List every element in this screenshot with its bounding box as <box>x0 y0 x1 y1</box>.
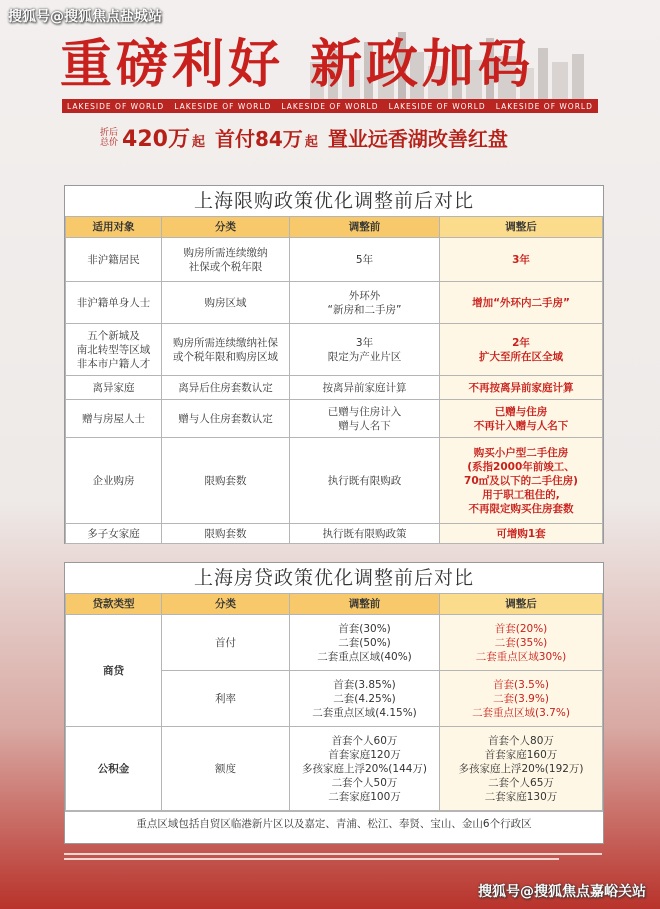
table-cell: 五个新城及 南北转型等区域 非本市户籍人才 <box>66 324 162 376</box>
table-row <box>66 615 603 671</box>
table-cell: 5年 <box>290 238 440 282</box>
table-row <box>66 324 603 376</box>
header-cell: 调整前 <box>290 594 440 615</box>
table-cell: 赠与人住房套数认定 <box>162 400 290 438</box>
table-cell: 购房区域 <box>162 282 290 324</box>
table-cell: 3年 <box>440 238 603 282</box>
headline-part-2: 新政加码 <box>310 35 535 95</box>
table-cell: 3年 限定为产业片区 <box>290 324 440 376</box>
strip-text: LAKESIDE OF WORLD <box>281 101 379 111</box>
table-cell: 按离异前家庭计算 <box>290 376 440 400</box>
watermark-top: 搜狐号@搜狐焦点盐城站 <box>8 9 162 25</box>
mortgage-policy-table <box>65 593 603 811</box>
price-caption-bottom: 总价 <box>100 137 119 148</box>
watermark-bottom: 搜狐号@搜狐焦点嘉峪关站 <box>478 884 646 900</box>
table-cell: 可增购1套 <box>440 524 603 544</box>
table-row <box>66 727 603 811</box>
purchase-policy-title: 上海限购政策优化调整前后对比 <box>193 190 474 212</box>
table-cell: 离异后住房套数认定 <box>162 376 290 400</box>
table-cell: 首套个人60万 首套家庭120万 多孩家庭上浮20%(144万) 二套个人50万 二套家庭100万 <box>290 727 440 811</box>
header-cell: 调整前 <box>290 217 440 238</box>
table-cell: 首套(3.5%) 二套(3.9%) 二套重点区域(3.7%) <box>440 671 603 727</box>
table-cell: 2年 扩大至所在区全域 <box>440 324 603 376</box>
table-cell: 非沪籍单身人士 <box>66 282 162 324</box>
table-row <box>66 238 603 282</box>
table-row <box>66 438 603 524</box>
table-cell: 离异家庭 <box>66 376 162 400</box>
fine-print <box>64 850 602 870</box>
table-cell: 多子女家庭 <box>66 524 162 544</box>
table-cell: 已赠与住房 不再计入赠与人名下 <box>440 400 603 438</box>
table-cell: 首套个人80万 首套家庭160万 多孩家庭上浮20%(192万) 二套个人65万 二套家庭130万 <box>440 727 603 811</box>
price-caption <box>100 128 118 148</box>
header-cell: 分类 <box>162 217 290 238</box>
purchase-policy-panel <box>64 185 604 544</box>
strip-text: LAKESIDE OF WORLD <box>388 101 486 111</box>
total-price: 420万 <box>122 127 190 152</box>
header-cell: 调整后 <box>440 594 603 615</box>
table-cell: 首套(3.85%) 二套(4.25%) 二套重点区域(4.15%) <box>290 671 440 727</box>
table-row <box>66 282 603 324</box>
table-cell: 购房所需连续缴纳社保 或个税年限和购房区域 <box>162 324 290 376</box>
loan-type-cell: 公积金 <box>66 727 162 811</box>
table-cell: 赠与房屋人士 <box>66 400 162 438</box>
table-cell: 企业购房 <box>66 438 162 524</box>
down-suffix: 起 <box>304 135 318 150</box>
down-payment: 首付84万 <box>214 127 303 151</box>
table-row <box>66 524 603 544</box>
table-cell: 增加“外环内二手房” <box>440 282 603 324</box>
price-suffix: 起 <box>191 135 205 150</box>
table-cell: 不再按离异前家庭计算 <box>440 376 603 400</box>
table-cell: 执行既有限购政 <box>290 438 440 524</box>
slogan: 置业远香湖改善红盘 <box>327 127 508 151</box>
table-cell: 已赠与住房计入 赠与人名下 <box>290 400 440 438</box>
key-area-note: 重点区域包括自贸区临港新片区以及嘉定、青浦、松江、奉贤、宝山、金山6个行政区 <box>65 811 603 836</box>
table-cell: 首付 <box>162 615 290 671</box>
purchase-policy-table <box>65 216 603 544</box>
mortgage-policy-panel <box>64 562 604 844</box>
strip-text: LAKESIDE OF WORLD <box>174 101 272 111</box>
table-cell: 执行既有限购政策 <box>290 524 440 544</box>
header-cell: 贷款类型 <box>66 594 162 615</box>
headline-part-1: 重磅利好 <box>60 35 285 95</box>
table-cell: 外环外 “新房和二手房” <box>290 282 440 324</box>
header-cell: 调整后 <box>440 217 603 238</box>
table-row <box>66 376 603 400</box>
table-cell: 首套(20%) 二套(35%) 二套重点区域30%) <box>440 615 603 671</box>
price-subline <box>100 122 570 153</box>
table-cell: 限购套数 <box>162 524 290 544</box>
table-header-row <box>66 594 603 615</box>
table-cell: 非沪籍居民 <box>66 238 162 282</box>
table-header-row <box>66 217 603 238</box>
lakeside-strip <box>62 99 598 113</box>
headline <box>60 22 534 97</box>
table-cell: 购房所需连续缴纳 社保或个税年限 <box>162 238 290 282</box>
table-cell: 利率 <box>162 671 290 727</box>
strip-text: LAKESIDE OF WORLD <box>495 101 593 111</box>
table-row <box>66 400 603 438</box>
header-cell: 适用对象 <box>66 217 162 238</box>
table-cell: 额度 <box>162 727 290 811</box>
header-cell: 分类 <box>162 594 290 615</box>
mortgage-policy-title: 上海房贷政策优化调整前后对比 <box>193 567 474 589</box>
table-cell: 限购套数 <box>162 438 290 524</box>
table-cell: 首套(30%) 二套(50%) 二套重点区域(40%) <box>290 615 440 671</box>
strip-text: LAKESIDE OF WORLD <box>67 101 165 111</box>
table-cell: 购买小户型二手住房 (系指2000年前竣工、 70㎡及以下的二手住房) 用于职工租住的, 不再限定购买住房套数 <box>440 438 603 524</box>
price-caption-top: 折后 <box>100 127 119 138</box>
loan-type-cell: 商贷 <box>66 615 162 727</box>
